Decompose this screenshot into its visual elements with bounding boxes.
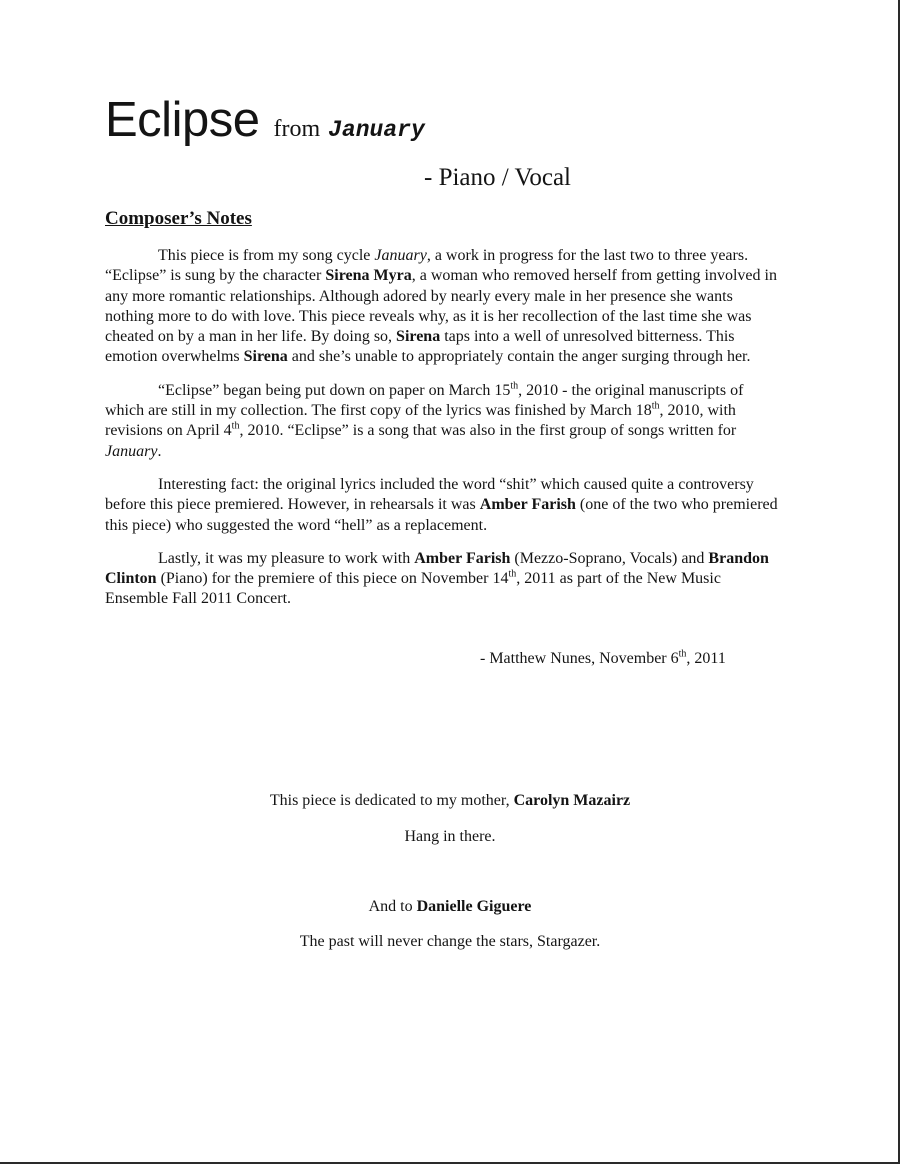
- signature: [480, 650, 726, 668]
- performer-name: Brandon Clinton: [105, 549, 769, 588]
- notes-paragraph-2: [105, 381, 785, 462]
- text: “Eclipse” began being put down on paper on March 15: [158, 381, 511, 399]
- performer-name: Amber Farish: [479, 496, 576, 514]
- text: , a work in progress for the last two to three years. “Eclipse” is sung by the character: [105, 247, 749, 285]
- title-main: Eclipse: [105, 93, 260, 147]
- dedication-line-2: Hang in there.: [404, 828, 496, 845]
- text: , 2011 as part of the New Music Ensemble Fall 2011 Concert.: [105, 570, 721, 608]
- text: (Mezzo-Soprano, Vocals) and: [510, 549, 709, 567]
- ordinal-suffix: th: [651, 400, 660, 412]
- dedication-line-3: [0, 898, 900, 916]
- text: and she’s unable to appropriately contain the anger surging through her.: [287, 348, 751, 366]
- text: , a woman who removed herself from getting involved in any more romantic relationships. Although adored by nearly every male in her presence she wants nothing more to do with love. This piece reveals why, as it is her recollection of the last time she was cheated on by a man in her life. By doing so,: [105, 267, 777, 346]
- text: Lastly, it was my pleasure to work with: [158, 549, 415, 567]
- subtitle: - Piano / Vocal: [424, 164, 571, 191]
- work-title: January: [374, 247, 427, 264]
- work-title: January: [105, 442, 158, 460]
- text: - Matthew Nunes, November 6: [480, 650, 679, 667]
- text: , 2010, with revisions on April 4: [105, 402, 736, 440]
- composers-notes-body: [105, 246, 785, 623]
- text: , 2011: [686, 650, 726, 667]
- dedicatee-name: Carolyn Mazairz: [513, 792, 631, 809]
- character-name: Sirena Myra: [325, 267, 412, 285]
- dedication-line-4: The past will never change the stars, Stargazer.: [299, 933, 601, 950]
- notes-paragraph-1: [105, 246, 785, 368]
- text: And to: [368, 898, 417, 915]
- page-title: [105, 92, 425, 148]
- character-name: Sirena: [396, 328, 441, 346]
- ordinal-suffix: th: [510, 380, 519, 392]
- text: This piece is from my song cycle: [158, 247, 375, 264]
- dedicatee-name: Danielle Giguere: [416, 898, 532, 915]
- text: .: [157, 442, 162, 460]
- ordinal-suffix: th: [678, 648, 687, 660]
- notes-paragraph-4: [105, 549, 785, 610]
- text: taps into a well of unresolved bitterness. This emotion overwhelms: [105, 328, 735, 366]
- text: This piece is dedicated to my mother,: [269, 792, 514, 809]
- text: Interesting fact: the original lyrics included the word “shit” which caused quite a controversy before this piece premiered. However, in rehearsals it was: [105, 475, 754, 514]
- text: , 2010 - the original manuscripts of which are still in my collection. The first copy of the lyrics was finished by March 18: [105, 381, 744, 420]
- title-from: from: [273, 116, 321, 142]
- composers-notes-heading: Composer’s Notes: [105, 208, 252, 229]
- notes-paragraph-3: [105, 475, 785, 536]
- text: (one of the two who premiered this piece) who suggested the word “hell” as a replacement.: [105, 496, 778, 534]
- ordinal-suffix: th: [508, 568, 517, 580]
- title-work: January: [328, 117, 425, 143]
- dedication-line-1: [0, 792, 900, 810]
- ordinal-suffix: th: [231, 421, 240, 433]
- text: , 2010. “Eclipse” is a song that was also in the first group of songs written for: [239, 422, 737, 440]
- performer-name: Amber Farish: [414, 549, 511, 567]
- text: (Piano) for the premiere of this piece on November 14: [156, 570, 509, 588]
- character-name: Sirena: [243, 348, 288, 366]
